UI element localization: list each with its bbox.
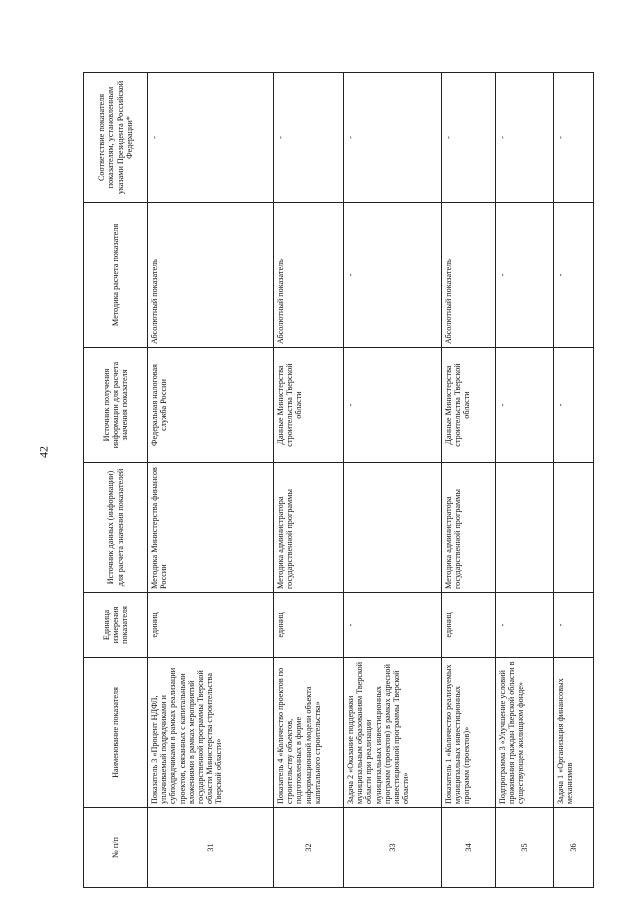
row-number: 35	[496, 808, 554, 888]
table-row	[442, 73, 496, 888]
method-cell: -	[344, 203, 442, 348]
info-source-cell: Федеральная налоговая служба России	[148, 348, 274, 463]
header-unit: Единица измерения показателя	[84, 593, 148, 658]
row-number: 31	[148, 808, 274, 888]
method-cell: -	[496, 203, 554, 348]
method-cell: Абсолютный показатель	[274, 203, 344, 348]
unit-cell: -	[496, 593, 554, 658]
method-cell: Абсолютный показатель	[442, 203, 496, 348]
compliance-cell: -	[344, 73, 442, 203]
table-header-row	[84, 73, 148, 888]
indicator-name: Показатель 3 «Процент НДФЛ, уплачиваемый подрядчиками и субподрядчиками в рамках реализации проектов, связанных с капитальными вложениями в рамках мероприятий государственной программы Тверской области Министерства строительства Тверской области»	[148, 658, 274, 808]
method-cell: Абсолютный показатель	[148, 203, 274, 348]
row-number: 33	[344, 808, 442, 888]
info-source-cell: Данные Министерства строительства Тверской области	[442, 348, 496, 463]
info-source-cell: Данные Министерства строительства Тверской области	[274, 348, 344, 463]
table-row	[274, 73, 344, 888]
indicator-name: Показатель 4 «Количество проектов по строительству объектов, подготовленных в форме информационной модели объекта капитального строительства»	[274, 658, 344, 808]
compliance-cell: -	[554, 73, 594, 203]
row-number: 36	[554, 808, 594, 888]
unit-cell: единиц	[148, 593, 274, 658]
table-row	[148, 73, 274, 888]
info-source-cell: -	[554, 348, 594, 463]
data-source-cell: Методика администратора государственной программы	[274, 463, 344, 593]
data-source-cell: Методика Министерства финансов России	[148, 463, 274, 593]
indicators-table	[83, 72, 594, 888]
rotated-table-container	[83, 73, 593, 888]
unit-cell: единиц	[274, 593, 344, 658]
data-source-cell	[496, 463, 554, 593]
table-row	[344, 73, 442, 888]
header-info-source: Источник получения информации для расчета значения показателя	[84, 348, 148, 463]
compliance-cell: -	[496, 73, 554, 203]
indicator-name: Задача 2 «Оказание поддержки муниципальным образованиям Тверской области при реализации муниципальных инвестиционных программ (проектов) в рамках адресной инвестиционной программы Тверской области»	[344, 658, 442, 808]
header-method: Методика расчета показателя	[84, 203, 148, 348]
header-data-source: Источник данных (информации) для расчета значения показателей	[84, 463, 148, 593]
info-source-cell: -	[496, 348, 554, 463]
unit-cell: единиц	[442, 593, 496, 658]
indicator-name: Задача 1 «Организация финансовых механизмов	[554, 658, 594, 808]
data-source-cell	[554, 463, 594, 593]
table-row	[496, 73, 554, 888]
header-name: Наименование показателя	[84, 658, 148, 808]
data-source-cell: Методика администратора государственной программы	[442, 463, 496, 593]
table-row	[554, 73, 594, 888]
indicator-name: Подпрограмма 3 «Улучшение условий проживания граждан Тверской области в существующем жилищном фонде»	[496, 658, 554, 808]
row-number: 34	[442, 808, 496, 888]
indicator-name: Показатель 1 «Количество реализуемых муниципальных инвестиционных программ (проектов)»	[442, 658, 496, 808]
row-number: 32	[274, 808, 344, 888]
method-cell: -	[554, 203, 594, 348]
compliance-cell: -	[442, 73, 496, 203]
compliance-cell: -	[274, 73, 344, 203]
header-compliance: Соответствие показателя показателям, установленным указами Президента Российской Федерации*	[84, 73, 148, 203]
compliance-cell: -	[148, 73, 274, 203]
info-source-cell: -	[344, 348, 442, 463]
page-number: 42	[36, 446, 51, 458]
header-number: № п/п	[84, 808, 148, 888]
data-source-cell	[344, 463, 442, 593]
unit-cell: -	[344, 593, 442, 658]
unit-cell: -	[554, 593, 594, 658]
